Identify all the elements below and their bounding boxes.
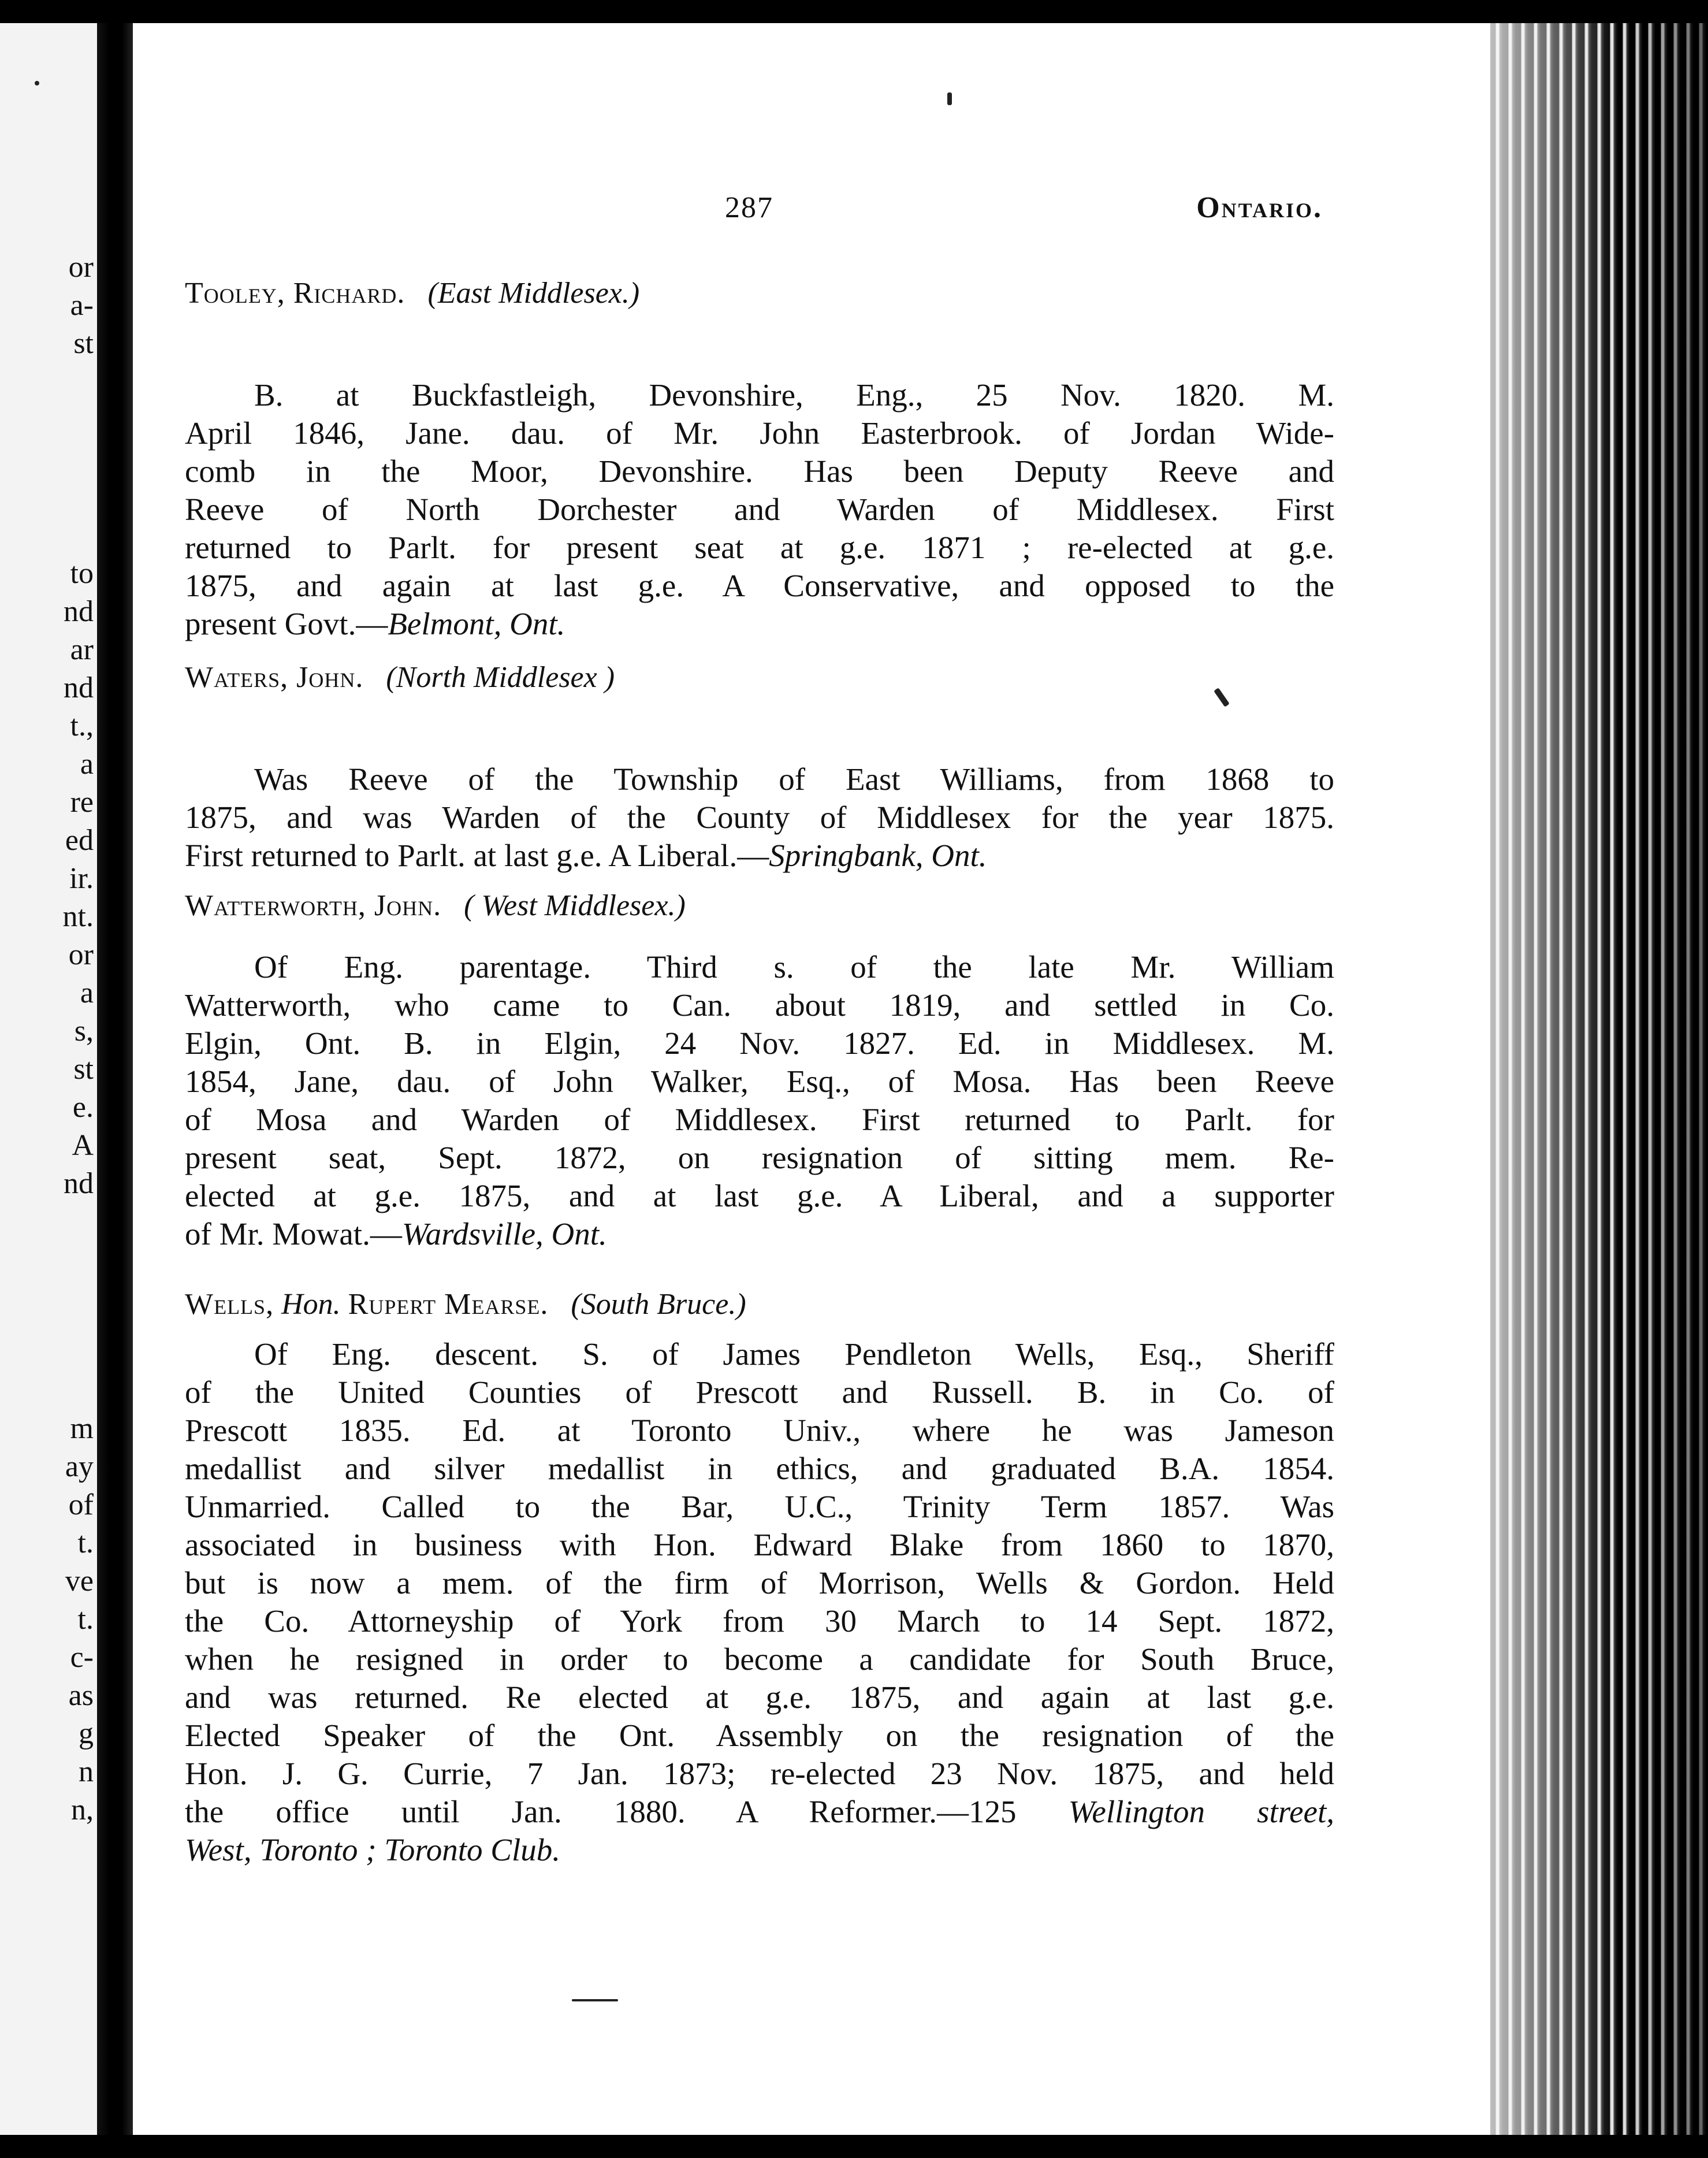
entry-heading: [185, 274, 1334, 313]
facing-page-line: ar: [70, 633, 94, 666]
facing-page-line: e.: [72, 1091, 94, 1124]
facing-page-line: a: [80, 976, 94, 1009]
riding-name: (East Middlesex.): [427, 277, 640, 310]
facing-page-text-block-1: [0, 248, 97, 363]
entry-wells: [185, 1286, 1334, 1869]
facing-page-text-block-2: [0, 555, 97, 1203]
bio-line: Unmarried. Called to the Bar, U.C., Trinity Term 1857. Was: [185, 1489, 1334, 1524]
bio-line: 1875, and again at last g.e. A Conservative, and opposed to the: [185, 568, 1334, 603]
facing-page-line: as: [68, 1679, 94, 1712]
page-stack-shadow: [1490, 23, 1708, 2135]
member-name: Wells,: [185, 1288, 274, 1321]
facing-page-line: of: [68, 1488, 94, 1521]
facing-page-line: or: [68, 251, 94, 284]
bio-line: Was Reeve of the Township of East Williams, from 1868 to: [254, 762, 1334, 797]
facing-page-line: nd: [64, 1167, 94, 1200]
bio-line: Hon. J. G. Currie, 7 Jan. 1873; re-elected 23 Nov. 1875, and held: [185, 1756, 1334, 1791]
bio-line: of Mosa and Warden of Middlesex. First returned to Parlt. for: [185, 1102, 1334, 1137]
facing-page-line: nt.: [62, 900, 94, 933]
facing-page-line: g: [79, 1717, 94, 1750]
bio-line: April 1846, Jane. dau. of Mr. John Easterbrook. of Jordan Wide-: [185, 415, 1334, 451]
bio-line: [185, 1793, 1334, 1831]
scan-speck: [947, 92, 952, 105]
bio-line-last: [185, 1215, 1334, 1253]
entry-watterworth: [185, 887, 1334, 1253]
facing-page-line: to: [70, 557, 94, 590]
facing-page-line: A: [72, 1129, 94, 1162]
entry-heading: [185, 887, 1334, 925]
facing-page-line: ed: [65, 824, 94, 857]
facing-page-line: re: [70, 786, 94, 819]
bio-line: comb in the Moor, Devonshire. Has been Deputy Reeve and: [185, 454, 1334, 489]
bio-line: Of Eng. parentage. Third s. of the late Mr. William: [254, 949, 1334, 985]
scan-top-border: [0, 0, 1708, 23]
bio-line: medallist and silver medallist in ethics, and graduated B.A. 1854.: [185, 1451, 1334, 1486]
member-name: Watterworth, John.: [185, 889, 442, 922]
bio-line: elected at g.e. 1875, and at last g.e. A Liberal, and a supporter: [185, 1178, 1334, 1213]
bio-line: 1875, and was Warden of the County of Middlesex for the year 1875.: [185, 800, 1334, 835]
entry-biography: [185, 760, 1334, 875]
member-name-rest: Rupert Mearse.: [348, 1288, 549, 1321]
page-number: 287: [725, 191, 773, 224]
member-title: Hon.: [281, 1288, 341, 1321]
facing-page-fragment: [0, 23, 97, 2135]
facing-page-line: t.: [77, 1526, 94, 1559]
facing-page-line: a: [80, 748, 94, 781]
facing-page-line: t.,: [70, 710, 94, 742]
entry-waters: [185, 659, 1334, 875]
facing-page-line: n: [79, 1755, 94, 1788]
facing-page-line: ve: [65, 1565, 94, 1598]
member-name: Waters, John.: [185, 661, 364, 694]
facing-page-line: c-: [70, 1641, 94, 1674]
facing-page-line: st: [73, 327, 94, 360]
member-address-continued: West, Toronto ; Toronto Club.: [185, 1832, 561, 1867]
facing-page-line: t.: [77, 1603, 94, 1636]
bio-text: of Mr. Mowat.—: [185, 1216, 402, 1251]
scan-speck: [35, 81, 39, 86]
book-gutter: [97, 23, 133, 2135]
bio-text: present Govt.—: [185, 606, 388, 641]
member-address: Wardsville, Ont.: [401, 1216, 607, 1251]
bio-line-last: [185, 837, 1334, 875]
bio-line: returned to Parlt. for present seat at g.e. 1871 ; re-elected at g.e.: [185, 530, 1334, 565]
facing-page-line: nd: [64, 595, 94, 628]
riding-name: ( West Middlesex.): [464, 889, 686, 922]
bio-line: the Co. Attorneyship of York from 30 March to 14 Sept. 1872,: [185, 1603, 1334, 1639]
riding-name: (South Bruce.): [571, 1288, 746, 1321]
section-title: Ontario.: [1196, 191, 1323, 224]
bio-line: Of Eng. descent. S. of James Pendleton Wells, Esq., Sheriff: [254, 1336, 1334, 1372]
riding-name: (North Middlesex ): [386, 661, 615, 694]
bio-line: Reeve of North Dorchester and Warden of Middlesex. First: [185, 492, 1334, 527]
facing-page-line: or: [68, 938, 94, 971]
facing-page-line: s,: [74, 1015, 94, 1048]
bio-line: Elected Speaker of the Ont. Assembly on the resignation of the: [185, 1718, 1334, 1753]
entry-biography: [185, 1335, 1334, 1869]
bio-line: 1854, Jane, dau. of John Walker, Esq., of Mosa. Has been Reeve: [185, 1064, 1334, 1099]
entry-tooley: [185, 274, 1334, 643]
bio-line: associated in business with Hon. Edward Blake from 1860 to 1870,: [185, 1527, 1334, 1562]
member-address: Springbank, Ont.: [769, 838, 987, 873]
member-address: Belmont, Ont.: [388, 606, 565, 641]
bio-text: First returned to Parlt. at last g.e. A Liberal.—: [185, 838, 769, 873]
bio-line-last: [185, 605, 1334, 643]
bio-line: Prescott 1835. Ed. at Toronto Univ., where he was Jameson: [185, 1413, 1334, 1448]
bio-line: and was returned. Re elected at g.e. 1875, and again at last g.e.: [185, 1680, 1334, 1715]
bio-line: but is now a mem. of the firm of Morrison, Wells & Gordon. Held: [185, 1565, 1334, 1600]
entry-biography: [185, 376, 1334, 643]
facing-page-line: st: [73, 1053, 94, 1086]
facing-page-line: ay: [65, 1450, 94, 1483]
bio-line: Watterworth, who came to Can. about 1819, and settled in Co.: [185, 987, 1334, 1023]
entry-heading: [185, 1286, 1334, 1324]
member-address: Wellington street,: [1068, 1794, 1334, 1829]
bio-line: of the United Counties of Prescott and Russell. B. in Co. of: [185, 1375, 1334, 1410]
facing-page-line: a-: [70, 289, 94, 322]
bio-line: present seat, Sept. 1872, on resignation of sitting mem. Re-: [185, 1140, 1334, 1175]
entry-biography: [185, 948, 1334, 1253]
bio-text: the office until Jan. 1880. A Reformer.—125: [185, 1794, 1069, 1829]
bio-line: B. at Buckfastleigh, Devonshire, Eng., 25 Nov. 1820. M.: [254, 377, 1334, 413]
facing-page-text-block-3: [0, 1410, 97, 1829]
scan-bottom-border: [0, 2135, 1708, 2158]
facing-page-line: nd: [64, 671, 94, 704]
scan-speck: [572, 1999, 618, 2001]
facing-page-line: n,: [71, 1793, 94, 1826]
bio-line: when he resigned in order to become a candidate for South Bruce,: [185, 1641, 1334, 1677]
facing-page-line: m: [70, 1412, 94, 1445]
facing-page-line: ir.: [69, 862, 94, 895]
bio-line: Elgin, Ont. B. in Elgin, 24 Nov. 1827. Ed. in Middlesex. M.: [185, 1026, 1334, 1061]
running-header: [185, 191, 1334, 237]
member-name: Tooley, Richard.: [185, 277, 405, 310]
entry-heading: [185, 659, 1334, 697]
